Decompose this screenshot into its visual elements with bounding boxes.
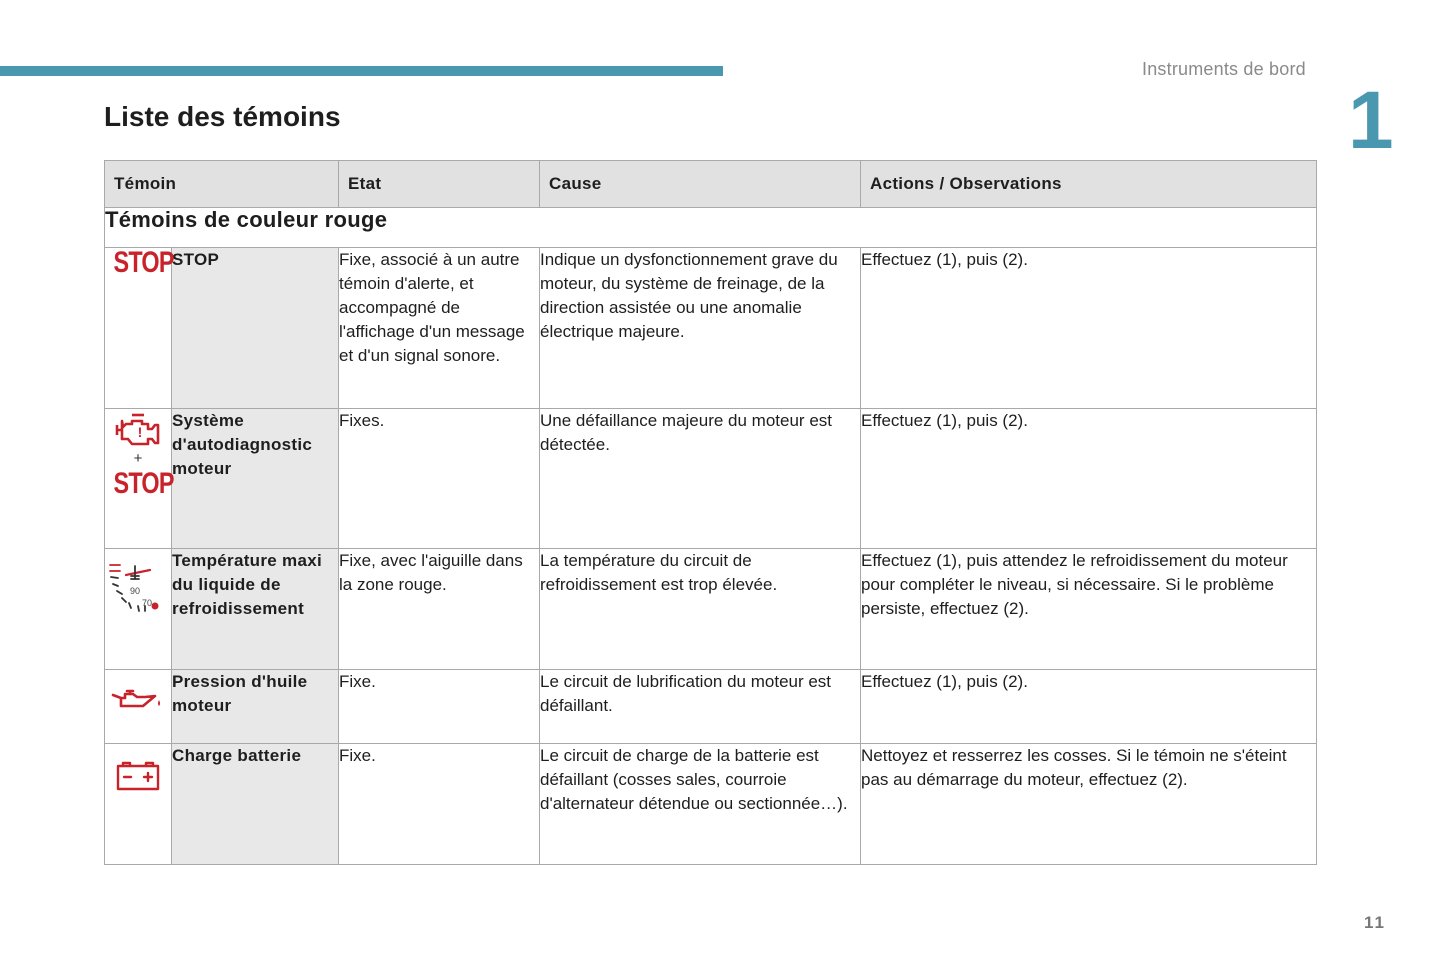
gauge-label-70: 70 bbox=[142, 598, 153, 608]
light-name: STOP bbox=[172, 248, 339, 409]
light-name: Température maxi du liquide de refroidissement bbox=[172, 549, 339, 670]
column-header-etat: Etat bbox=[339, 161, 540, 208]
action-cell: Effectuez (1), puis (2). bbox=[861, 670, 1317, 744]
table-row bbox=[105, 248, 1317, 409]
icon-cell bbox=[105, 409, 172, 549]
table-row bbox=[105, 549, 1317, 670]
gauge-label-90: 90 bbox=[130, 586, 141, 596]
light-name: Système d'autodiagnostic moteur bbox=[172, 409, 339, 549]
stop-icon: STOP bbox=[113, 467, 174, 500]
table-row bbox=[105, 409, 1317, 549]
cause-cell: Le circuit de lubrification du moteur est défaillant. bbox=[540, 670, 861, 744]
icon-cell bbox=[105, 744, 172, 865]
etat-cell: Fixe, avec l'aiguille dans la zone rouge. bbox=[339, 549, 540, 670]
warning-lights-table bbox=[104, 160, 1317, 865]
etat-cell: Fixe, associé à un autre témoin d'alerte, et accompagné de l'affichage d'un message et d'un signal sonore. bbox=[339, 248, 540, 409]
page-title: Liste des témoins bbox=[104, 101, 341, 132]
action-cell: Effectuez (1), puis (2). bbox=[861, 248, 1317, 409]
top-accent-bar bbox=[0, 66, 723, 76]
oil-pressure-icon bbox=[111, 686, 165, 714]
svg-text:!: ! bbox=[137, 424, 143, 440]
table-header-row bbox=[105, 161, 1317, 208]
column-header-cause: Cause bbox=[540, 161, 861, 208]
icon-cell bbox=[105, 248, 172, 409]
page-number: 11 bbox=[1364, 913, 1386, 932]
etat-cell: Fixe. bbox=[339, 744, 540, 865]
column-header-actions: Actions / Observations bbox=[861, 161, 1317, 208]
cause-cell: Le circuit de charge de la batterie est défaillant (cosses sales, courroie d'alternateur détendue ou sectionnée…). bbox=[540, 744, 861, 865]
category-row bbox=[105, 208, 1317, 248]
light-name: Pression d'huile moteur bbox=[172, 670, 339, 744]
cause-cell: La température du circuit de refroidissement est trop élevée. bbox=[540, 549, 861, 670]
action-cell: Effectuez (1), puis (2). bbox=[861, 409, 1317, 549]
column-header-temoin: Témoin bbox=[105, 161, 339, 208]
battery-icon bbox=[115, 760, 161, 792]
action-cell: Nettoyez et resserrez les cosses. Si le témoin ne s'éteint pas au démarrage du moteur, effectuez (2). bbox=[861, 744, 1317, 865]
plus-sign: + bbox=[133, 450, 143, 467]
category-title: Témoins de couleur rouge bbox=[105, 208, 1317, 248]
cause-cell: Une défaillance majeure du moteur est détectée. bbox=[540, 409, 861, 549]
engine-check-icon bbox=[113, 409, 163, 449]
cause-cell: Indique un dysfonctionnement grave du moteur, du système de freinage, de la direction assistée ou une anomalie électrique majeure. bbox=[540, 248, 861, 409]
table-row bbox=[105, 670, 1317, 744]
icon-cell bbox=[105, 670, 172, 744]
coolant-temperature-icon bbox=[108, 557, 168, 621]
section-title: Instruments de bord bbox=[1142, 59, 1306, 79]
etat-cell: Fixe. bbox=[339, 670, 540, 744]
etat-cell: Fixes. bbox=[339, 409, 540, 549]
chapter-number: 1 bbox=[1348, 75, 1394, 166]
light-name: Charge batterie bbox=[172, 744, 339, 865]
action-cell: Effectuez (1), puis attendez le refroidissement du moteur pour compléter le niveau, si nécessaire. Si le problème persiste, effectuez (2). bbox=[861, 549, 1317, 670]
table-row bbox=[105, 744, 1317, 865]
icon-cell bbox=[105, 549, 172, 670]
stop-icon: STOP bbox=[113, 246, 174, 279]
